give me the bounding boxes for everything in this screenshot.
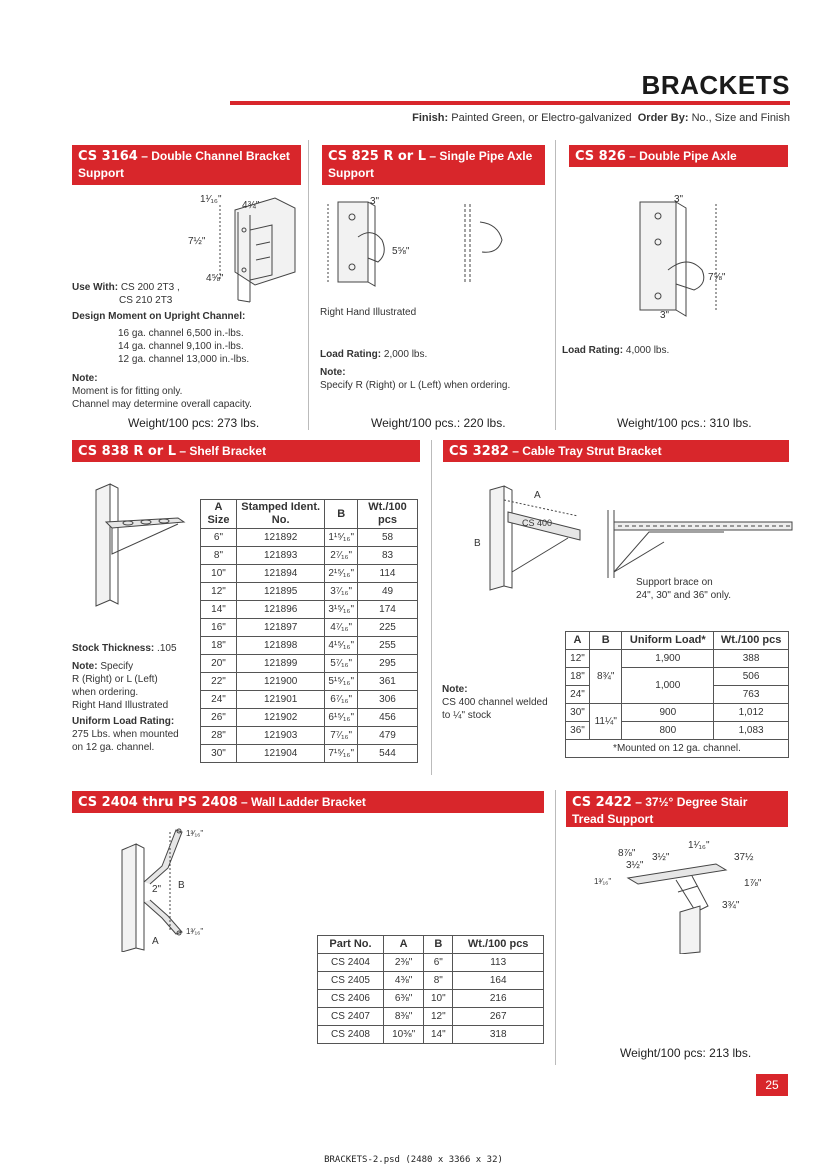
table-cell: 10" [201,565,237,583]
table-row [318,990,544,1008]
cs3282-header: CS 3282 – Cable Tray Strut Bracket [443,440,789,462]
table-header: Wt./100 pcs [714,632,789,650]
cs3164-dim-label: 4⅝" [206,273,224,284]
order-label: Order By: [637,112,689,124]
table-cell: 121898 [236,637,324,655]
cs2404-drawing [110,822,230,952]
table-cell: 121904 [236,745,324,763]
cs825-specs: Load Rating: 2,000 lbs. Note: Specify R (Right) or L (Left) when ordering. [320,349,511,391]
table-row [318,954,544,972]
table-cell: 7⁷⁄₁₆" [325,727,358,745]
cs826-dim-label: 3" [660,310,670,321]
table-row: 12" 8¾" 1,900 388 [566,650,789,668]
cs825-weight: Weight/100 pcs.: 220 lbs. [371,416,506,430]
table-row [566,740,789,758]
table-cell: 225 [358,619,418,637]
table-cell: 3⁷⁄₁₆" [325,583,358,601]
table-row [318,1008,544,1026]
table-cell: 121903 [236,727,324,745]
title-rule [230,101,790,105]
table-header: Wt./100 pcs [358,500,418,529]
table-row [201,673,418,691]
cs2422-dim-label: 8⅞" [618,848,636,859]
table-cell: 6" [201,529,237,547]
cs3164-dim-label: 1¹⁄₁₆" [200,194,222,205]
table-cell: 121897 [236,619,324,637]
cs2404-dim-label: 1³⁄₁₆" [186,927,204,936]
cs825-drawing [320,192,520,292]
table-cell: 318 [453,1026,544,1044]
table-cell: 14" [424,1026,453,1044]
table-header: Uniform Load* [622,632,714,650]
divider [431,440,432,775]
table-header: Stamped Ident. No. [236,500,324,529]
table-cell: 121901 [236,691,324,709]
table-cell: 121899 [236,655,324,673]
table-cell: 456 [358,709,418,727]
cs2404-header: CS 2404 thru PS 2408 – Wall Ladder Bracket [72,791,544,813]
cs3164-header: CS 3164 – Double Channel Bracket Support [72,145,301,185]
table-header: Part No. [318,936,384,954]
finish-value: Painted Green, or Electro-galvanized [451,112,632,124]
table-cell: CS 2408 [318,1026,384,1044]
cs2404-table-body [318,954,544,1044]
cs3282-footnote: *Mounted on 12 ga. channel. [566,740,789,758]
table-row: 30" 11¼" 900 1,012 [566,704,789,722]
table-cell: 121893 [236,547,324,565]
finish-label: Finish: [412,112,449,124]
table-cell: CS 2404 [318,954,384,972]
table-cell: 28" [201,727,237,745]
table-cell: 5¹⁵⁄₁₆" [325,673,358,691]
divider [308,140,309,430]
table-cell: 2⁷⁄₁₆" [325,547,358,565]
table-row [201,691,418,709]
cs2422-dim-label: 3¾" [722,900,740,911]
table-row: 18" 1,000 506 [566,668,789,686]
table-cell: 20" [201,655,237,673]
table-row: 36" 800 1,083 [566,722,789,740]
cs3282-part-label: CS 400 [522,518,553,528]
cs2422-weight: Weight/100 pcs: 213 lbs. [620,1046,752,1060]
table-cell: 4⅜" [384,972,424,990]
cs826-load: Load Rating: 4,000 lbs. [562,345,670,356]
table-cell: 121894 [236,565,324,583]
table-cell: 24" [201,691,237,709]
finish-order-line [300,112,790,124]
file-footer: BRACKETS-2.psd (2480 x 3366 x 32) [324,1155,503,1165]
table-row [201,637,418,655]
cs3164-specs: Use With: CS 200 2T3 , CS 210 2T3 Design Moment on Upright Channel: 16 ga. channel 6,500 in.-lbs. 14 ga. channel 9,100 in.-lbs. 12 ga. channel 13,000 in.-lbs. Note: Moment is for fitting only. Channel may determine overall capacity. [72,282,252,410]
cs3282-brace-note: Support brace on 24", 30" and 36" only. [636,577,731,601]
table-cell: 6⁷⁄₁₆" [325,691,358,709]
table-cell: 121892 [236,529,324,547]
table-cell: 6¹⁵⁄₁₆" [325,709,358,727]
table-cell: 58 [358,529,418,547]
table-cell: 121900 [236,673,324,691]
table-cell: 7¹⁵⁄₁₆" [325,745,358,763]
table-cell: CS 2406 [318,990,384,1008]
cs2422-dim-label: 1³⁄₁₆" [594,877,612,886]
cs2422-dim-label: 3½" [652,852,670,863]
table-cell: 12" [201,583,237,601]
table-cell: 8" [424,972,453,990]
table-row [201,583,418,601]
table-cell: 18" [201,637,237,655]
table-cell: 2¹⁵⁄₁₆" [325,565,358,583]
table-row [201,655,418,673]
table-cell: 479 [358,727,418,745]
cs2422-dim-label: 1¹⁄₁₆" [688,840,710,851]
cs2422-drawing [588,836,788,954]
cs825-dim-label: 3" [370,196,380,207]
cs826-drawing [628,192,738,322]
table-cell: 22" [201,673,237,691]
cs838-specs: Stock Thickness: .105 Note: Specify R (Right) or L (Left) when ordering. Right Hand Illustrated Uniform Load Rating: 275 Lbs. when mounted on 12 ga. channel. [72,643,179,753]
table-row [201,727,418,745]
table-row [201,709,418,727]
cs826-header: CS 826 – Double Pipe Axle Support [569,145,788,167]
table-cell: 3¹⁵⁄₁₆" [325,601,358,619]
cs3164-dim-label: 4¾" [242,200,260,211]
cs3282-side-drawing [604,508,794,583]
table-row [318,972,544,990]
cs838-drawing [88,480,193,610]
table-header: A [566,632,590,650]
table-header: B [424,936,453,954]
table-header: Wt./100 pcs [453,936,544,954]
table-cell: 114 [358,565,418,583]
table-cell: 113 [453,954,544,972]
cs3282-dim-label: B [474,538,481,549]
table-row [201,601,418,619]
table-row [201,565,418,583]
table-cell: 121902 [236,709,324,727]
cs825-illustrated: Right Hand Illustrated [320,307,417,318]
cs2404-dim-label: B [178,880,185,891]
cs825-dim-label: 5⅝" [392,246,410,257]
table-cell: 1¹⁵⁄₁₆" [325,529,358,547]
cs3164-weight: Weight/100 pcs: 273 lbs. [128,416,260,430]
cs2422-dim-label: 37½ [734,852,754,863]
table-row [201,745,418,763]
cs826-weight: Weight/100 pcs.: 310 lbs. [617,416,752,430]
cs826-dim-label: 3" [674,194,684,205]
table-cell: 6" [424,954,453,972]
table-row [201,547,418,565]
table-cell: 121896 [236,601,324,619]
cs2404-dim-label: 2" [152,884,162,895]
cs3164-dim-label: 7½" [188,236,206,247]
cs2422-dim-label: 1⅞" [744,878,762,889]
table-header: B [590,632,622,650]
page-title: BRACKETS [641,70,790,100]
table-cell: 8" [201,547,237,565]
cs2404-dim-label: 1³⁄₁₆" [186,829,204,838]
cs838-header: CS 838 R or L – Shelf Bracket [72,440,420,462]
table-cell: 4¹⁵⁄₁₆" [325,637,358,655]
divider [555,140,556,430]
table-row: 24" 763 [566,686,789,704]
table-row [201,529,418,547]
table-cell: 8⅜" [384,1008,424,1026]
table-cell: CS 2407 [318,1008,384,1026]
cs3282-dim-label: A [534,490,541,501]
table-cell: 164 [453,972,544,990]
table-cell: 2⅜" [384,954,424,972]
table-cell: 10" [424,990,453,1008]
table-cell: CS 2405 [318,972,384,990]
table-cell: 306 [358,691,418,709]
table-cell: 83 [358,547,418,565]
table-cell: 255 [358,637,418,655]
cs2422-dim-label: 3½" [626,860,644,871]
page-number: 25 [756,1074,788,1096]
table-cell: 6⅜" [384,990,424,1008]
cs2404-table [317,935,544,1044]
table-cell: 121895 [236,583,324,601]
table-cell: 26" [201,709,237,727]
cs3282-drawing [468,482,588,592]
table-header: A Size [201,500,237,529]
table-cell: 361 [358,673,418,691]
table-cell: 10⅜" [384,1026,424,1044]
table-cell: 5⁷⁄₁₆" [325,655,358,673]
table-cell: 30" [201,745,237,763]
cs2404-dim-label: A [152,936,159,947]
cs2422-header: CS 2422 – 37½° Degree Stair Tread Support [566,791,788,827]
table-cell: 295 [358,655,418,673]
table-cell: 544 [358,745,418,763]
divider [555,790,556,1065]
table-cell: 267 [453,1008,544,1026]
cs838-table-body [201,529,418,763]
table-header: B [325,500,358,529]
table-cell: 14" [201,601,237,619]
table-header: A [384,936,424,954]
cs3282-table [565,631,789,758]
table-cell: 12" [424,1008,453,1026]
cs3282-note: Note: CS 400 channel welded to ¼" stock [442,684,548,721]
table-cell: 174 [358,601,418,619]
cs826-dim-label: 7⅝" [708,272,726,283]
table-cell: 49 [358,583,418,601]
table-row [318,1026,544,1044]
cs838-table [200,499,418,763]
table-cell: 4⁷⁄₁₆" [325,619,358,637]
table-cell: 16" [201,619,237,637]
order-value: No., Size and Finish [691,112,790,124]
table-cell: 216 [453,990,544,1008]
cs825-header: CS 825 R or L – Single Pipe Axle Support [322,145,545,185]
table-row [201,619,418,637]
